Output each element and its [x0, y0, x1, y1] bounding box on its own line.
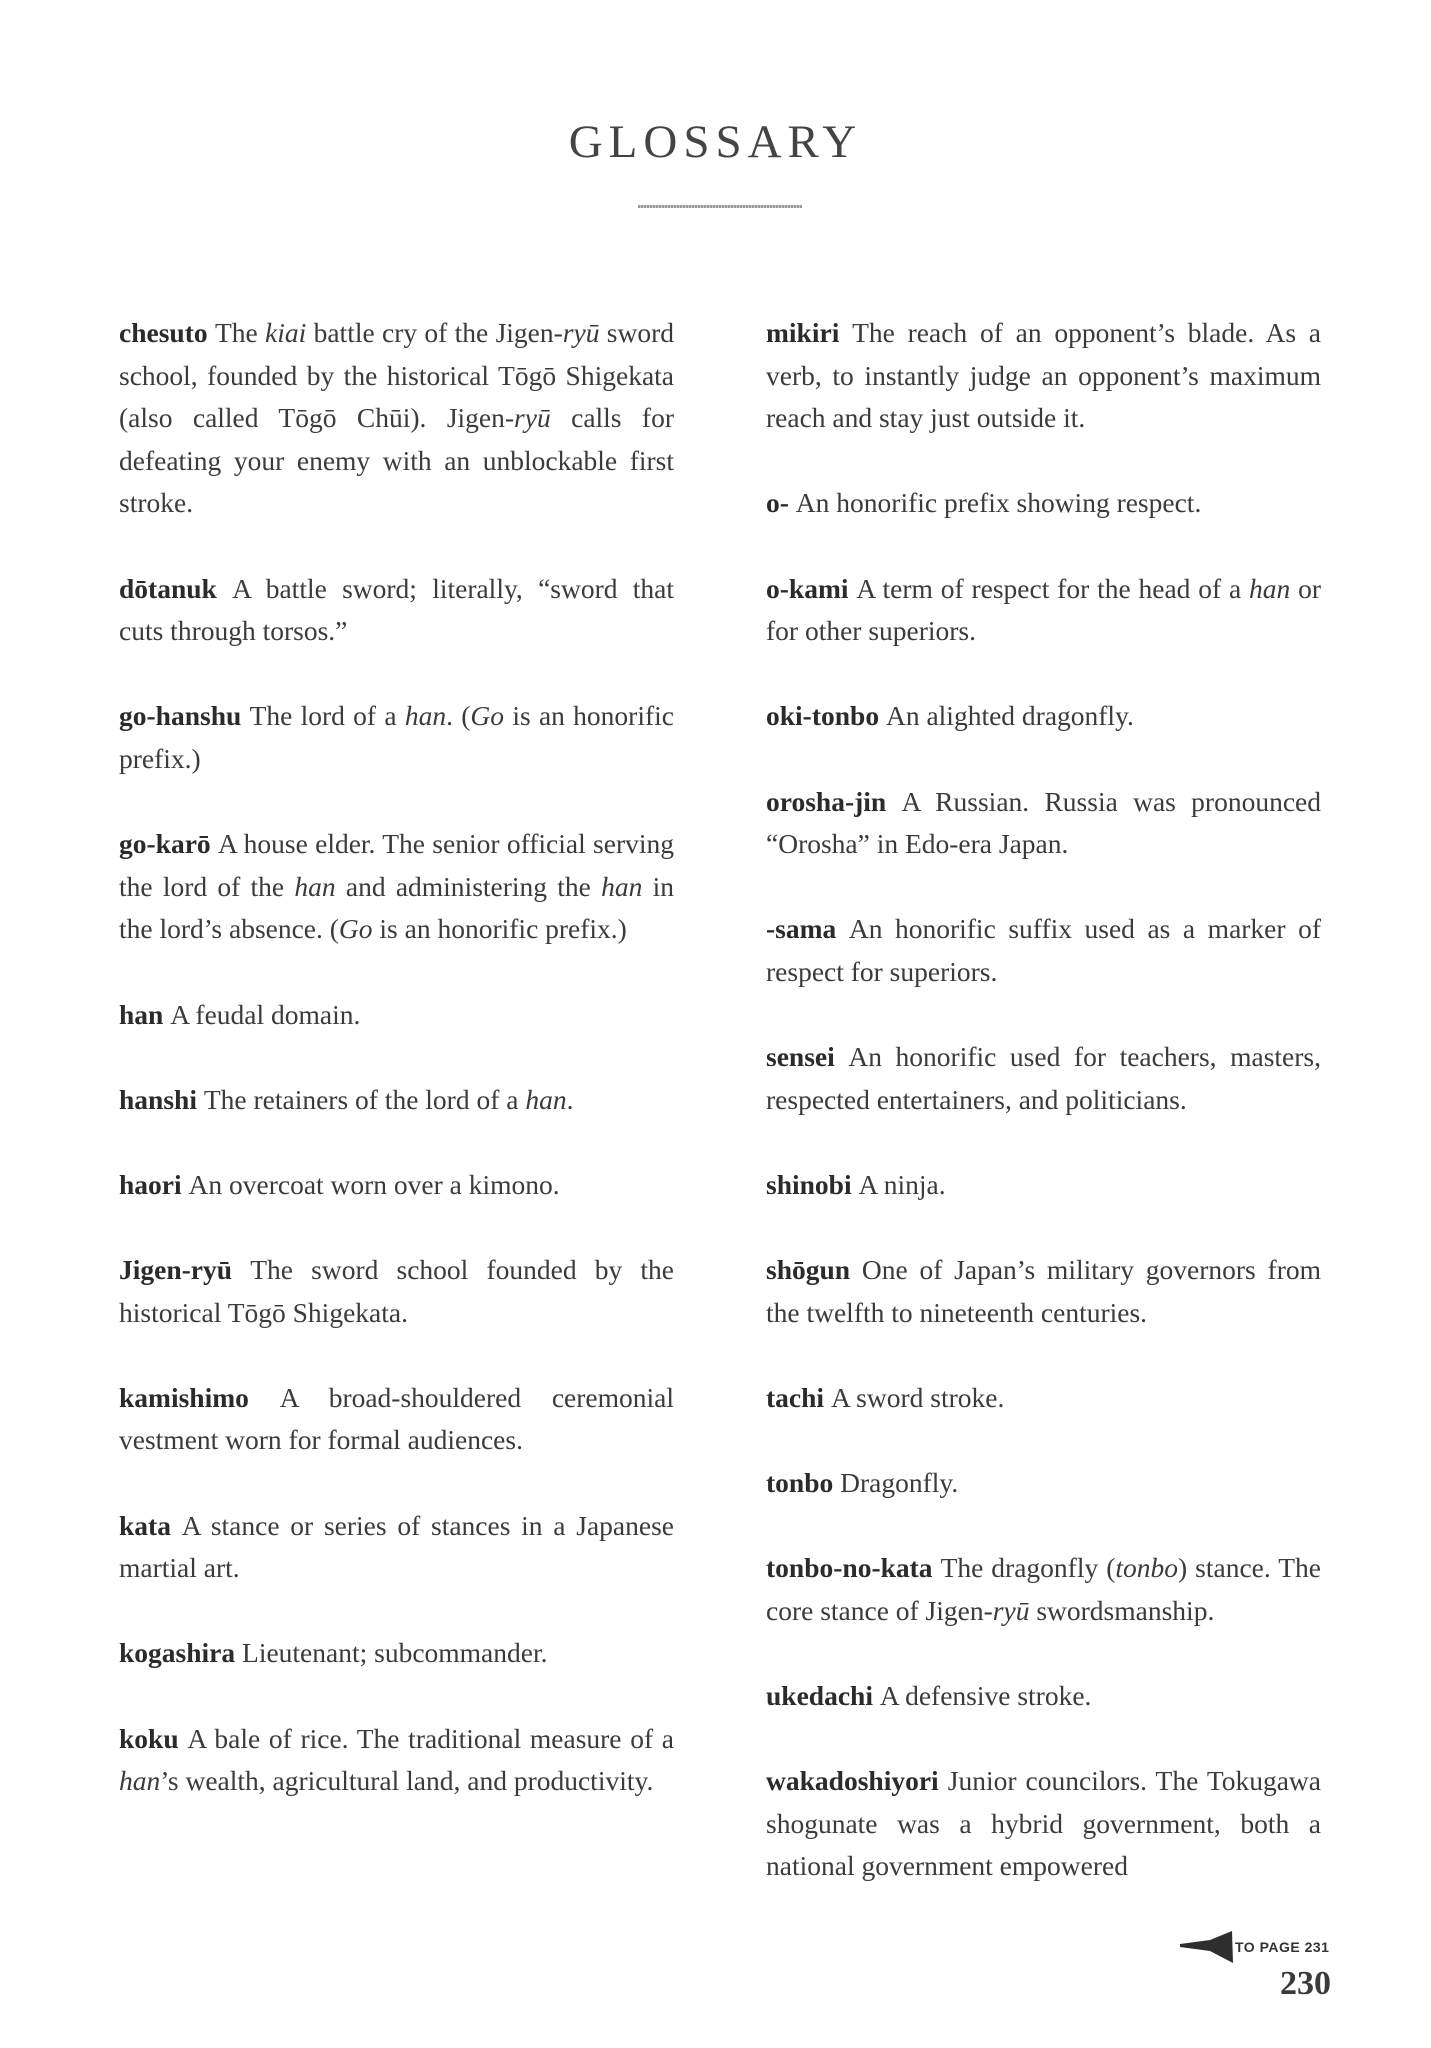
glossary-entry [766, 781, 1321, 866]
definition-text: A sword stroke. [830, 1381, 1005, 1413]
definition-text: A battle sword; literally, “sword that cuts through torsos.” [119, 572, 674, 647]
definition-text: A ninja. [858, 1168, 946, 1200]
italic-term: han [119, 1765, 161, 1797]
definition-text: Junior councilors. The Tokugawa shogunate was a hybrid government, both a national government empowered [766, 1765, 1322, 1882]
glossary-column-left [119, 312, 674, 1845]
glossary-entry [119, 1377, 674, 1462]
definition-text: is an honorific prefix.) [119, 700, 674, 774]
glossary-definition [119, 1723, 674, 1797]
glossary-term: dōtanuk [119, 572, 217, 604]
glossary-definition [119, 1510, 674, 1584]
glossary-term: kamishimo [119, 1381, 249, 1413]
definition-text: or for other superiors. [766, 572, 1322, 647]
definition-text: sword school, founded by the historical Tōgō Shigekata (also called Tōgō Chūi). Jigen- [119, 317, 674, 434]
definition-text: The sword school founded by the historical Tōgō Shigekata. [119, 1254, 675, 1328]
title-divider [638, 205, 802, 208]
definition-text: ’s wealth, agricultural land, and productivity. [160, 1765, 654, 1797]
definition-text: An honorific used for teachers, masters, respected entertainers, and politicians. [766, 1041, 1321, 1115]
italic-term: han [601, 870, 643, 902]
glossary-term: tachi [766, 1381, 825, 1413]
definition-text: An honorific suffix used as a marker of respect for superiors. [766, 913, 1321, 987]
definition-text: The dragonfly ( [940, 1552, 1116, 1584]
glossary-entry [119, 1718, 674, 1803]
definition-text: An honorific prefix showing respect. [795, 487, 1202, 519]
glossary-definition [796, 487, 1202, 518]
glossary-definition [204, 1084, 574, 1115]
definition-text: A broad-shouldered ceremonial vestment worn for formal audiences. [119, 1381, 675, 1456]
glossary-entry [766, 568, 1321, 653]
glossary-term: tonbo-no-kata [766, 1552, 933, 1584]
glossary-term: o-kami [766, 572, 849, 604]
glossary-entry [119, 1164, 674, 1207]
definition-text: The [214, 317, 266, 348]
glossary-term: ukedachi [766, 1680, 873, 1711]
glossary-definition [170, 999, 360, 1030]
glossary-entry [119, 312, 674, 525]
glossary-definition [880, 1680, 1092, 1711]
glossary-term: oki-tonbo [766, 700, 880, 732]
glossary-definition [859, 1169, 946, 1200]
glossary-term: shōgun [766, 1254, 851, 1286]
glossary-entry [119, 1632, 674, 1675]
definition-text: A term of respect for the head of a [856, 572, 1250, 604]
glossary-term: go-hanshu [119, 700, 242, 732]
glossary-definition [766, 1041, 1321, 1115]
definition-text: The lord of a [249, 700, 405, 732]
italic-term: Go [338, 913, 373, 945]
definition-text: and administering the [335, 870, 602, 902]
glossary-term: orosha-jin [766, 785, 887, 817]
italic-term: han [525, 1083, 567, 1115]
definition-text: is an honorific prefix.) [372, 913, 627, 945]
glossary-term: kata [119, 1509, 171, 1541]
italic-term: han [294, 870, 336, 902]
definition-text: The reach of an opponent’s blade. As a verb, to instantly judge an opponent’s maximum reach and stay just outside it. [766, 317, 1322, 434]
definition-text: The retainers of the lord of a [203, 1083, 526, 1115]
glossary-entry [119, 1249, 674, 1334]
glossary-term: kogashira [119, 1637, 236, 1669]
page-title: GLOSSARY [568, 116, 863, 168]
glossary-entry [119, 994, 674, 1037]
definition-text: A defensive stroke. [879, 1680, 1092, 1711]
glossary-term: go-karō [119, 828, 211, 860]
glossary-term: -sama [766, 913, 837, 945]
definition-text: An alighted dragonfly. [885, 700, 1134, 732]
definition-text: . [566, 1083, 574, 1115]
glossary-term: han [119, 998, 164, 1030]
definition-text: One of Japan’s military governors from the twelfth to nineteenth centuries. [766, 1254, 1321, 1328]
glossary-entry [766, 908, 1321, 993]
next-page-label: TO PAGE 231 [1235, 1939, 1330, 1955]
glossary-entry [766, 1760, 1321, 1888]
glossary-entry [766, 1547, 1321, 1632]
italic-term: ryū [514, 402, 551, 434]
glossary-term: koku [119, 1722, 179, 1754]
definition-text: in the lord’s absence. ( [119, 870, 675, 945]
glossary-term: chesuto [119, 317, 208, 348]
glossary-entry [766, 1675, 1321, 1718]
definition-text: A bale of rice. The traditional measure of a [187, 1722, 675, 1754]
definition-text: A stance or series of stances in a Japanese martial art. [119, 1509, 675, 1584]
glossary-definition [840, 1467, 958, 1498]
definition-text: An overcoat worn over a kimono. [188, 1168, 560, 1200]
glossary-column-right [766, 312, 1321, 1931]
glossary-term: haori [119, 1168, 182, 1200]
definition-text: calls for defeating your enemy with an unblockable first stroke. [119, 402, 674, 519]
page-number: 230 [1280, 1965, 1331, 2002]
italic-term: han [404, 700, 447, 732]
glossary-entry [766, 1249, 1321, 1334]
definition-text: A Russian. Russia was pronounced “Orosha” in Edo-era Japan. [766, 785, 1321, 860]
glossary-entry [119, 1505, 674, 1590]
glossary-entry [766, 1036, 1321, 1121]
glossary-definition [189, 1169, 560, 1200]
left-arrow-icon [1180, 1930, 1234, 1964]
italic-term: ryū [992, 1594, 1030, 1626]
glossary-term: shinobi [766, 1168, 852, 1200]
glossary-term: wakadoshiyori [766, 1765, 939, 1797]
definition-text: A house elder. The senior official serving the lord of the [119, 828, 674, 902]
glossary-entry [119, 568, 674, 653]
italic-term: kiai [265, 317, 307, 348]
glossary-entry [766, 312, 1321, 440]
glossary-definition [766, 913, 1321, 987]
glossary-definition [242, 1637, 547, 1668]
italic-term: Go [470, 700, 505, 732]
next-page-link[interactable] [1180, 1930, 1329, 1964]
definition-text: battle cry of the Jigen- [306, 317, 563, 348]
glossary-term: mikiri [766, 317, 840, 348]
definition-text: Dragonfly. [840, 1467, 959, 1499]
glossary-term: hanshi [119, 1083, 197, 1115]
glossary-entry [766, 1377, 1321, 1420]
glossary-entry [119, 823, 674, 951]
glossary-term: tonbo [766, 1467, 834, 1499]
glossary-entry [766, 1462, 1321, 1505]
definition-text: Lieutenant; subcommander. [242, 1637, 548, 1669]
glossary-entry [766, 1164, 1321, 1207]
definition-text: swordsmanship. [1029, 1594, 1215, 1626]
glossary-entry [766, 482, 1321, 525]
glossary-definition [831, 1382, 1004, 1413]
glossary-entry [119, 1079, 674, 1122]
glossary-term: Jigen-ryū [119, 1254, 233, 1286]
italic-term: tonbo [1115, 1552, 1179, 1584]
glossary-term: sensei [766, 1041, 835, 1073]
definition-text: ) stance. The core stance of Jigen- [766, 1552, 1322, 1626]
definition-text: . ( [446, 700, 471, 732]
definition-text: A feudal domain. [170, 998, 361, 1030]
glossary-definition [886, 700, 1134, 731]
glossary-term: o- [766, 487, 789, 519]
italic-term: han [1249, 572, 1291, 604]
italic-term: ryū [562, 317, 600, 348]
glossary-entry [119, 695, 674, 780]
glossary-entry [766, 695, 1321, 738]
